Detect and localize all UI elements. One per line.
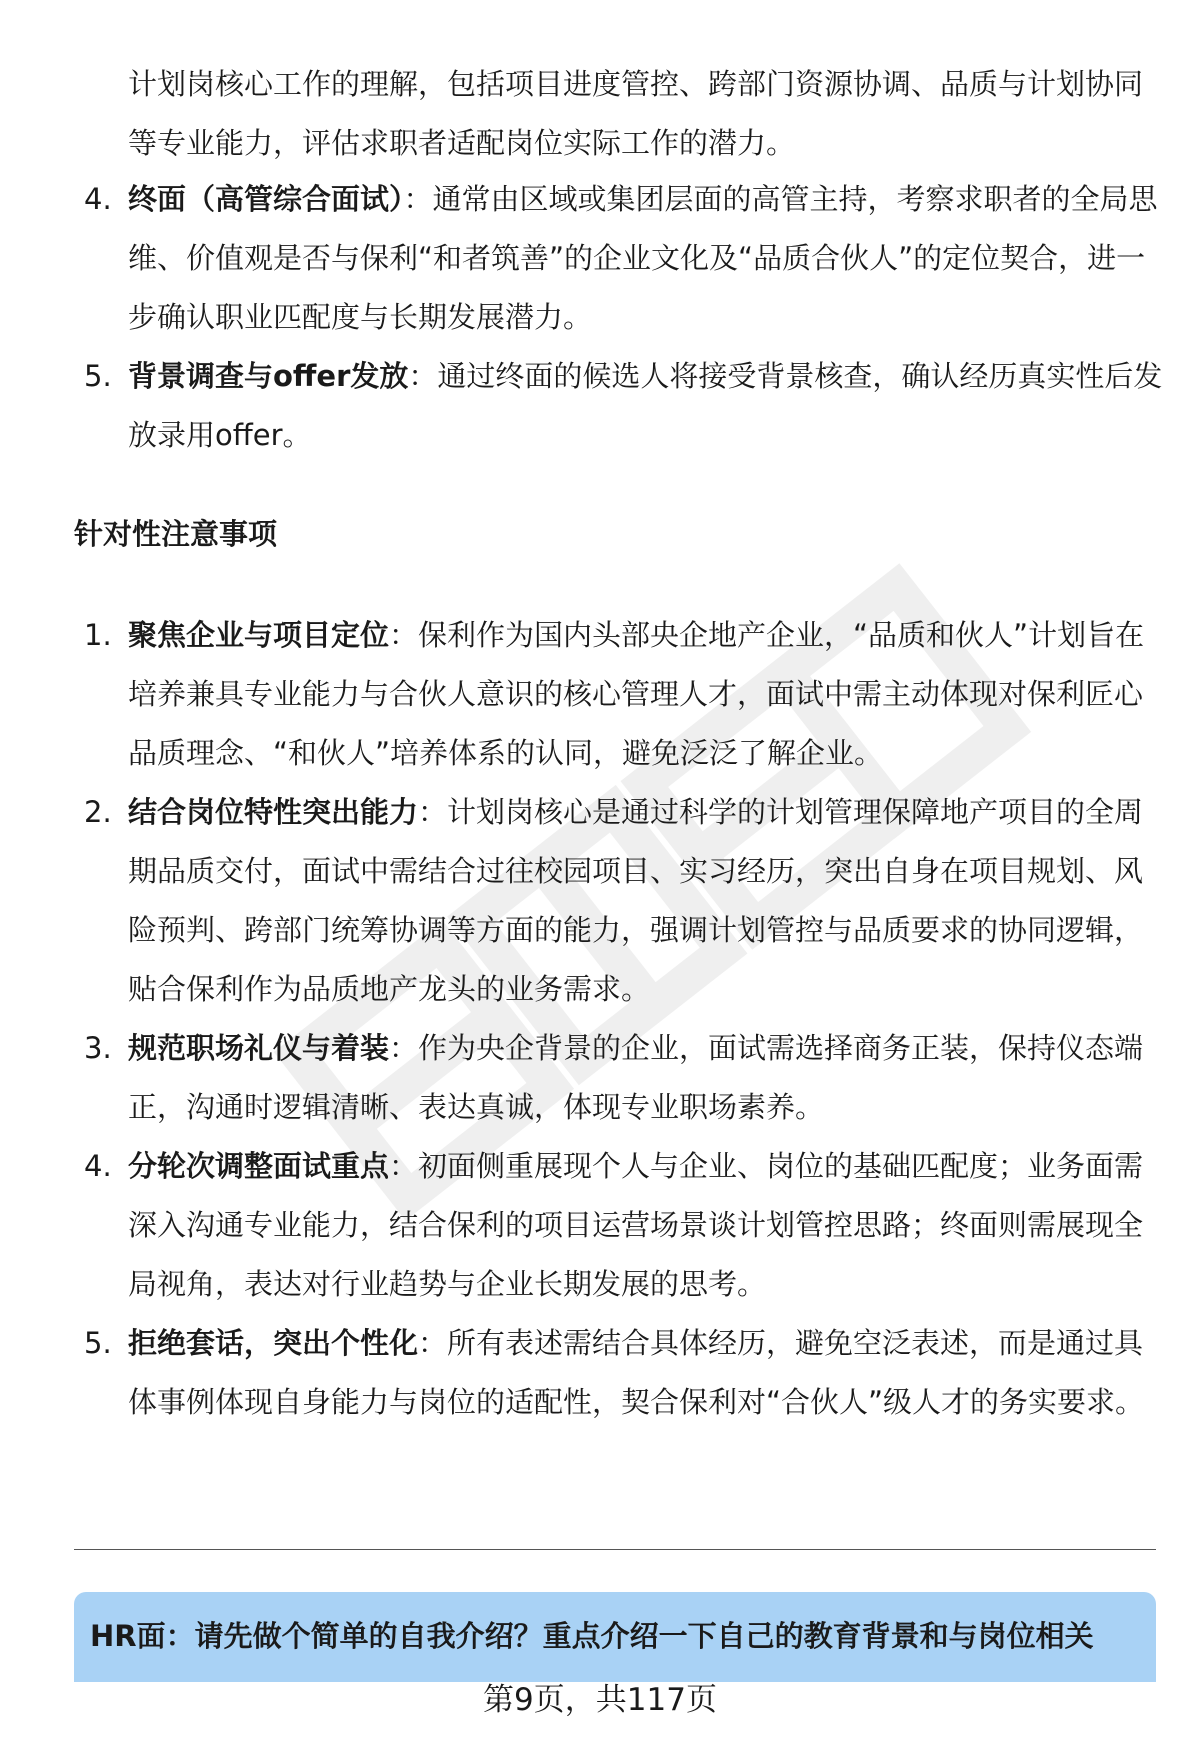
section-divider — [74, 1549, 1156, 1550]
list-item-number: 4. — [84, 182, 112, 216]
list-item — [84, 1137, 1164, 1314]
list-item-number: 5. — [84, 1326, 112, 1360]
list-item-term: 终面（高管综合面试） — [128, 182, 404, 216]
continuation-paragraph: 计划岗核心工作的理解，包括项目进度管控、跨部门资源协调、品质与计划协同等专业能力，评估求职者适配岗位实际工作的潜力。 — [128, 67, 1144, 160]
section-heading: 针对性注意事项 — [74, 517, 278, 551]
list-item-separator: ： — [408, 359, 438, 393]
list-item-number: 3. — [84, 1031, 112, 1065]
list-item-text: 通过终面的候选人将接受背景核查，确认经历真实性后发放录用offer。 — [128, 359, 1163, 452]
list-item — [84, 347, 1164, 465]
list-item — [84, 170, 1164, 347]
list-item — [84, 1314, 1164, 1432]
list-item-text: 计划岗核心是通过科学的计划管理保障地产项目的全周期品质交付，面试中需结合过往校园项目、实习经历，突出自身在项目规划、风险预判、跨部门统筹协调等方面的能力，强调计划管控与品质要求的协同逻辑，贴合保利作为品质地产龙头的业务需求。 — [128, 795, 1144, 1006]
list-item-separator: ： — [418, 1326, 448, 1360]
list-item-text: 作为央企背景的企业，面试需选择商务正装，保持仪态端正，沟通时逻辑清晰、表达真诚，体现专业职场素养。 — [128, 1031, 1144, 1124]
list-item-term: 聚焦企业与项目定位 — [128, 618, 390, 652]
list-item-number: 4. — [84, 1149, 112, 1183]
list-item-term: 规范职场礼仪与着装 — [128, 1031, 390, 1065]
hr-question-box — [74, 1592, 1156, 1682]
list-item-separator: ： — [389, 1149, 419, 1183]
page-number-footer: 第9页，共117页 — [483, 1682, 717, 1718]
list-item-text: 所有表述需结合具体经历，避免空泛表述，而是通过具体事例体现自身能力与岗位的适配性，契合保利对“合伙人”级人才的务实要求。 — [128, 1326, 1145, 1419]
list-item-number: 2. — [84, 795, 112, 829]
list-item — [84, 783, 1164, 1019]
list-item-term: 分轮次调整面试重点 — [128, 1149, 390, 1183]
list-item-separator: ： — [389, 1031, 419, 1065]
hr-question-text: HR面：请先做个简单的自我介绍？重点介绍一下自己的教育背景和与岗位相关 — [90, 1619, 1094, 1653]
list-item-text: 保利作为国内头部央企地产企业，“品质和伙人”计划旨在培养兼具专业能力与合伙人意识的核心管理人才，面试中需主动体现对保利匠心品质理念、“和伙人”培养体系的认同，避免泛泛了解企业。 — [128, 618, 1145, 770]
list-item-text: 初面侧重展现个人与企业、岗位的基础匹配度；业务面需深入沟通专业能力，结合保利的项目运营场景谈计划管控思路；终面则需展现全局视角，表达对行业趋势与企业长期发展的思考。 — [128, 1149, 1144, 1301]
list-item-term: 结合岗位特性突出能力 — [128, 795, 419, 829]
list-item-term: 拒绝套话，突出个性化 — [128, 1326, 419, 1360]
list-item-text: 通常由区域或集团层面的高管主持，考察求职者的全局思维、价值观是否与保利“和者筑善”的企业文化及“品质合伙人”的定位契合，进一步确认职业匹配度与长期发展潜力。 — [128, 182, 1158, 334]
list-item-term: 背景调查与offer发放 — [128, 359, 409, 393]
list-item-number: 5. — [84, 359, 112, 393]
notes-list — [84, 606, 1164, 1432]
list-item-separator: ： — [418, 795, 448, 829]
list-item — [84, 606, 1164, 783]
list-item-separator: ： — [403, 182, 433, 216]
list-item-separator: ： — [389, 618, 419, 652]
process-steps-list — [84, 170, 1164, 465]
list-item-number: 1. — [84, 618, 112, 652]
list-item — [84, 1019, 1164, 1137]
